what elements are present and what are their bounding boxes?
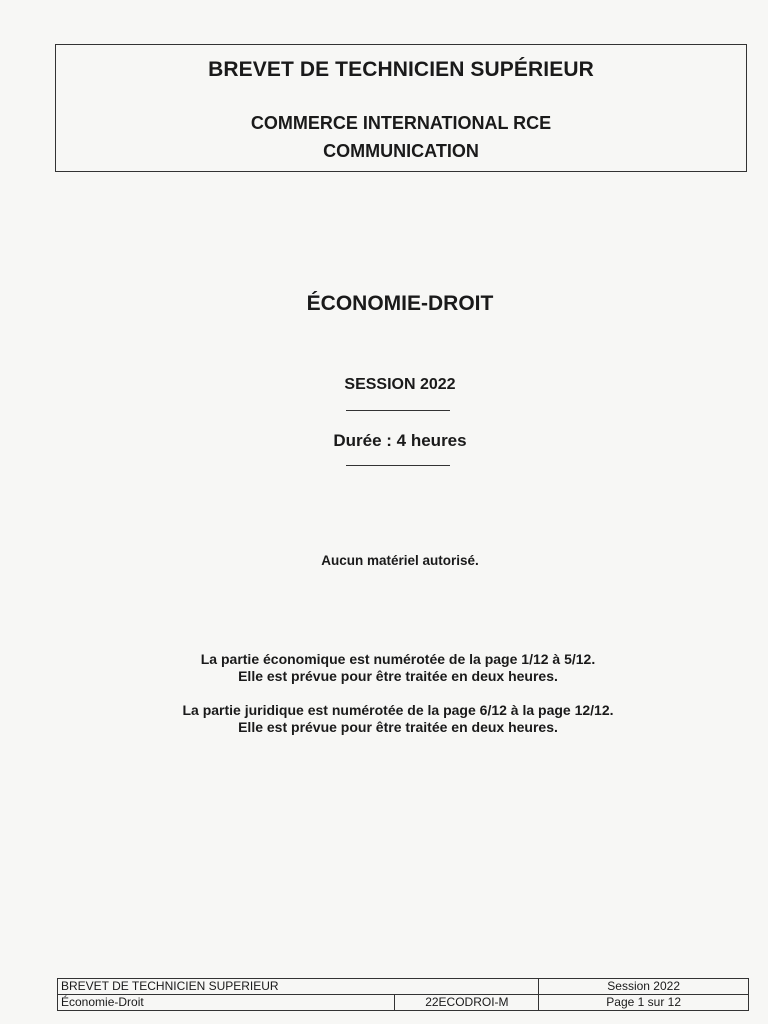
footer-subject: Économie-Droit — [58, 995, 395, 1011]
footer-table — [57, 978, 749, 1011]
specialty-line-2: COMMUNICATION — [323, 141, 479, 161]
part-legal-notice — [0, 702, 768, 736]
footer-code: 22ECODROI-M — [395, 995, 539, 1011]
subject-title: ÉCONOMIE-DROIT — [306, 292, 494, 315]
part-legal-duration: Elle est prévue pour être traitée en deux heures. — [238, 719, 558, 735]
specialty-line-1: COMMERCE INTERNATIONAL RCE — [250, 113, 552, 133]
exam-title: BREVET DE TECHNICIEN SUPÉRIEUR — [208, 58, 594, 81]
footer-session: Session 2022 — [539, 979, 749, 995]
session-label: SESSION 2022 — [344, 376, 456, 393]
part-economic-duration: Elle est prévue pour être traitée en deux heures. — [238, 668, 558, 684]
part-legal-pages: La partie juridique est numérotée de la page 6/12 à la page 12/12. — [182, 702, 614, 718]
part-economic-pages: La partie économique est numérotée de la page 1/12 à 5/12. — [200, 651, 596, 667]
header-box — [55, 44, 747, 172]
divider-2 — [346, 465, 450, 466]
footer-exam: BREVET DE TECHNICIEN SUPERIEUR — [58, 979, 539, 995]
divider-1 — [346, 410, 450, 411]
footer-page: Page 1 sur 12 — [539, 995, 749, 1011]
duration-label: Durée : 4 heures — [333, 431, 467, 450]
part-economic-notice — [0, 651, 768, 685]
material-notice: Aucun matériel autorisé. — [321, 553, 479, 568]
